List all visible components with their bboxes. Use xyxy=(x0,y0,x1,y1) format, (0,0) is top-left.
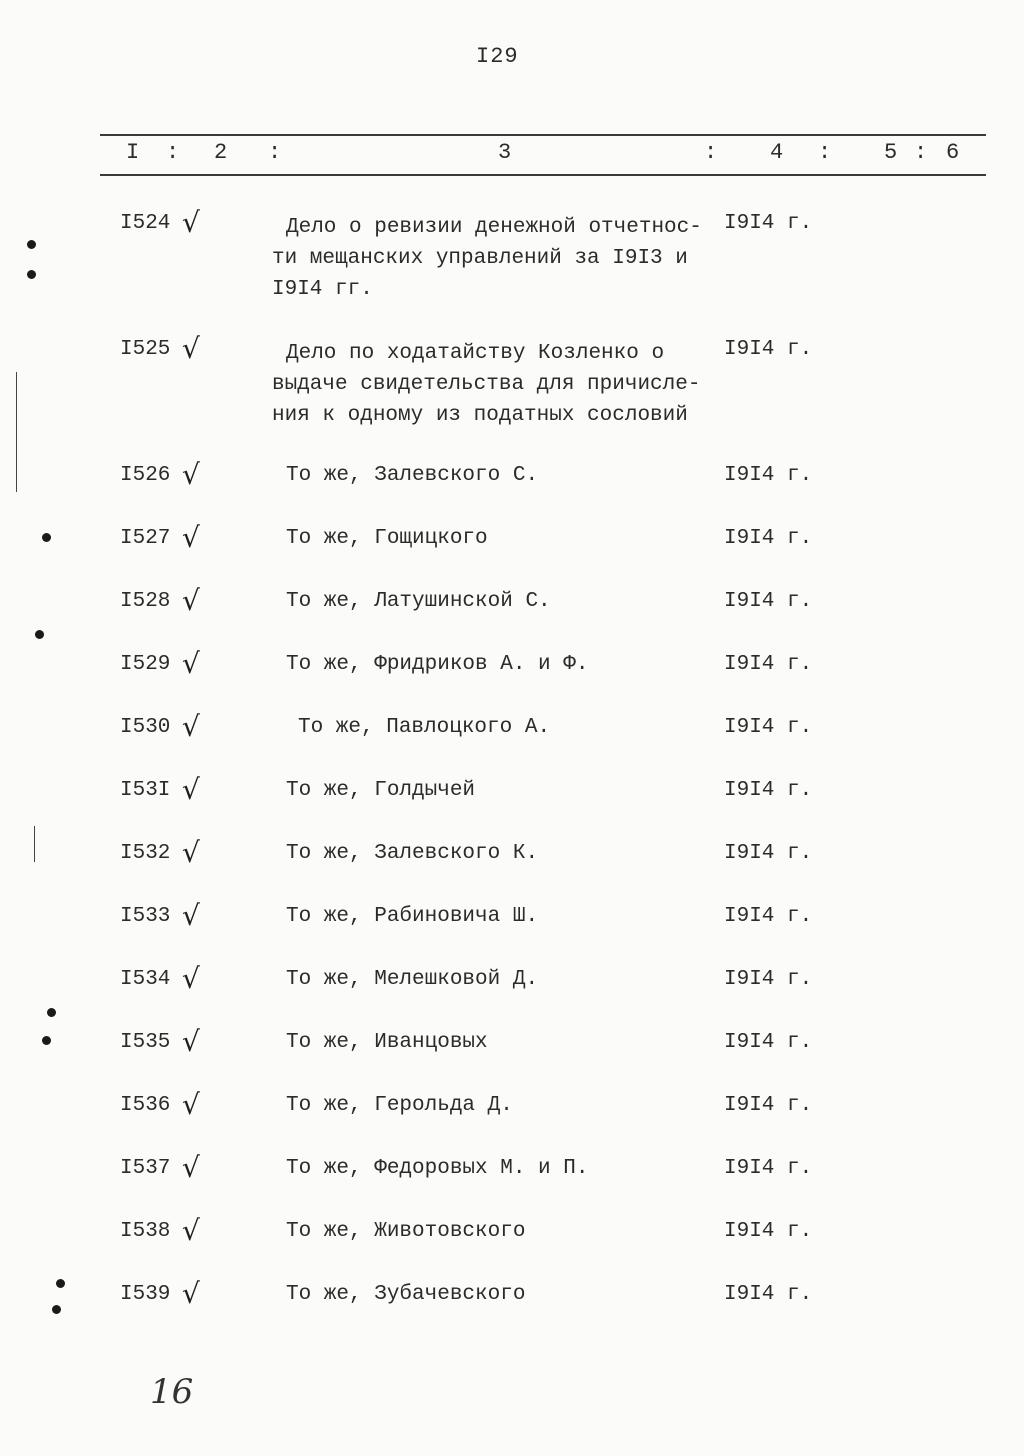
entry-title-line: ния к одному из податных сословий xyxy=(272,404,688,427)
check-mark-icon: √ xyxy=(182,710,200,743)
entry-title xyxy=(272,212,722,305)
entry-number: I525 xyxy=(120,338,171,361)
margin-line xyxy=(16,372,17,492)
check-mark-icon: √ xyxy=(182,458,200,491)
entry-number: I539 xyxy=(120,1283,171,1306)
entry-number: I524 xyxy=(120,212,171,235)
check-mark-icon: √ xyxy=(182,206,200,239)
entry-title-line: Дело по ходатайству Козленко о xyxy=(286,342,665,365)
entry-title xyxy=(272,338,722,431)
header-col-5: 5 xyxy=(884,140,898,165)
entry-date: I9I4 г. xyxy=(724,968,813,991)
page-number: I29 xyxy=(476,44,519,69)
entry-number: I530 xyxy=(120,716,171,739)
column-header-row xyxy=(100,138,986,172)
entry-number: I537 xyxy=(120,1157,171,1180)
check-mark-icon: √ xyxy=(182,1214,200,1247)
punch-hole-icon xyxy=(27,240,36,249)
entry-title: То же, Рабиновича Ш. xyxy=(286,905,539,928)
punch-hole-icon xyxy=(42,1036,51,1045)
entry-date: I9I4 г. xyxy=(724,1157,813,1180)
entry-title: То же, Мелешковой Д. xyxy=(286,968,539,991)
check-mark-icon: √ xyxy=(182,1151,200,1184)
punch-hole-icon xyxy=(56,1279,65,1288)
header-sep-5: : xyxy=(914,140,928,165)
punch-hole-icon xyxy=(42,533,51,542)
entry-date: I9I4 г. xyxy=(724,527,813,550)
header-col-6: 6 xyxy=(946,140,960,165)
entry-number: I528 xyxy=(120,590,171,613)
punch-hole-icon xyxy=(27,270,36,279)
check-mark-icon: √ xyxy=(182,1277,200,1310)
entry-title: То же, Федоровых М. и П. xyxy=(286,1157,589,1180)
entry-title: То же, Гощицкого xyxy=(286,527,488,550)
header-sep-4: : xyxy=(818,140,832,165)
entry-date: I9I4 г. xyxy=(724,716,813,739)
handwritten-note: 16 xyxy=(150,1372,194,1412)
check-mark-icon: √ xyxy=(182,1025,200,1058)
entry-title: То же, Зубачевского xyxy=(286,1283,526,1306)
entry-title: То же, Фридриков А. и Ф. xyxy=(286,653,589,676)
header-col-1: I xyxy=(126,140,140,165)
entry-number: I538 xyxy=(120,1220,171,1243)
check-mark-icon: √ xyxy=(182,332,200,365)
entry-number: I527 xyxy=(120,527,171,550)
entry-number: I526 xyxy=(120,464,171,487)
entry-title-line: выдаче свидетельства для причисле- xyxy=(272,373,701,396)
check-mark-icon: √ xyxy=(182,521,200,554)
entry-title: То же, Залевского С. xyxy=(286,464,539,487)
entry-date: I9I4 г. xyxy=(724,842,813,865)
margin-line xyxy=(34,826,35,862)
punch-hole-icon xyxy=(47,1008,56,1017)
header-bottom-rule xyxy=(100,174,986,176)
punch-hole-icon xyxy=(52,1305,61,1314)
entry-title: То же, Герольда Д. xyxy=(286,1094,513,1117)
entry-number: I533 xyxy=(120,905,171,928)
entry-number: I536 xyxy=(120,1094,171,1117)
check-mark-icon: √ xyxy=(182,584,200,617)
entry-title-line: ти мещанских управлений за I9I3 и xyxy=(272,247,688,270)
entry-title: То же, Залевского К. xyxy=(286,842,539,865)
header-col-2: 2 xyxy=(214,140,228,165)
entry-date: I9I4 г. xyxy=(724,338,813,361)
check-mark-icon: √ xyxy=(182,836,200,869)
entry-number: I529 xyxy=(120,653,171,676)
header-col-3: 3 xyxy=(498,140,512,165)
entry-title: То же, Латушинской С. xyxy=(286,590,551,613)
entry-number: I532 xyxy=(120,842,171,865)
entry-date: I9I4 г. xyxy=(724,464,813,487)
entry-title: То же, Голдычей xyxy=(286,779,476,802)
entry-date: I9I4 г. xyxy=(724,653,813,676)
check-mark-icon: √ xyxy=(182,773,200,806)
entry-date: I9I4 г. xyxy=(724,1031,813,1054)
entry-date: I9I4 г. xyxy=(724,1094,813,1117)
entry-date: I9I4 г. xyxy=(724,1283,813,1306)
punch-hole-icon xyxy=(35,630,44,639)
header-top-rule xyxy=(100,134,986,136)
check-mark-icon: √ xyxy=(182,962,200,995)
header-col-4: 4 xyxy=(770,140,784,165)
entry-title-line: I9I4 гг. xyxy=(272,278,373,301)
entry-title: То же, Иванцовых xyxy=(286,1031,488,1054)
check-mark-icon: √ xyxy=(182,1088,200,1121)
header-sep-1: : xyxy=(166,140,180,165)
entry-title: То же, Павлоцкого А. xyxy=(298,716,551,739)
entry-date: I9I4 г. xyxy=(724,212,813,235)
entry-date: I9I4 г. xyxy=(724,779,813,802)
header-sep-2: : xyxy=(268,140,282,165)
entry-date: I9I4 г. xyxy=(724,1220,813,1243)
entry-date: I9I4 г. xyxy=(724,590,813,613)
entry-number: I534 xyxy=(120,968,171,991)
entry-number: I535 xyxy=(120,1031,171,1054)
entry-title: То же, Животовского xyxy=(286,1220,526,1243)
header-sep-3: : xyxy=(704,140,718,165)
check-mark-icon: √ xyxy=(182,647,200,680)
check-mark-icon: √ xyxy=(182,899,200,932)
entry-number: I53I xyxy=(120,779,171,802)
entry-title-line: Дело о ревизии денежной отчетнос- xyxy=(286,216,702,239)
entry-date: I9I4 г. xyxy=(724,905,813,928)
